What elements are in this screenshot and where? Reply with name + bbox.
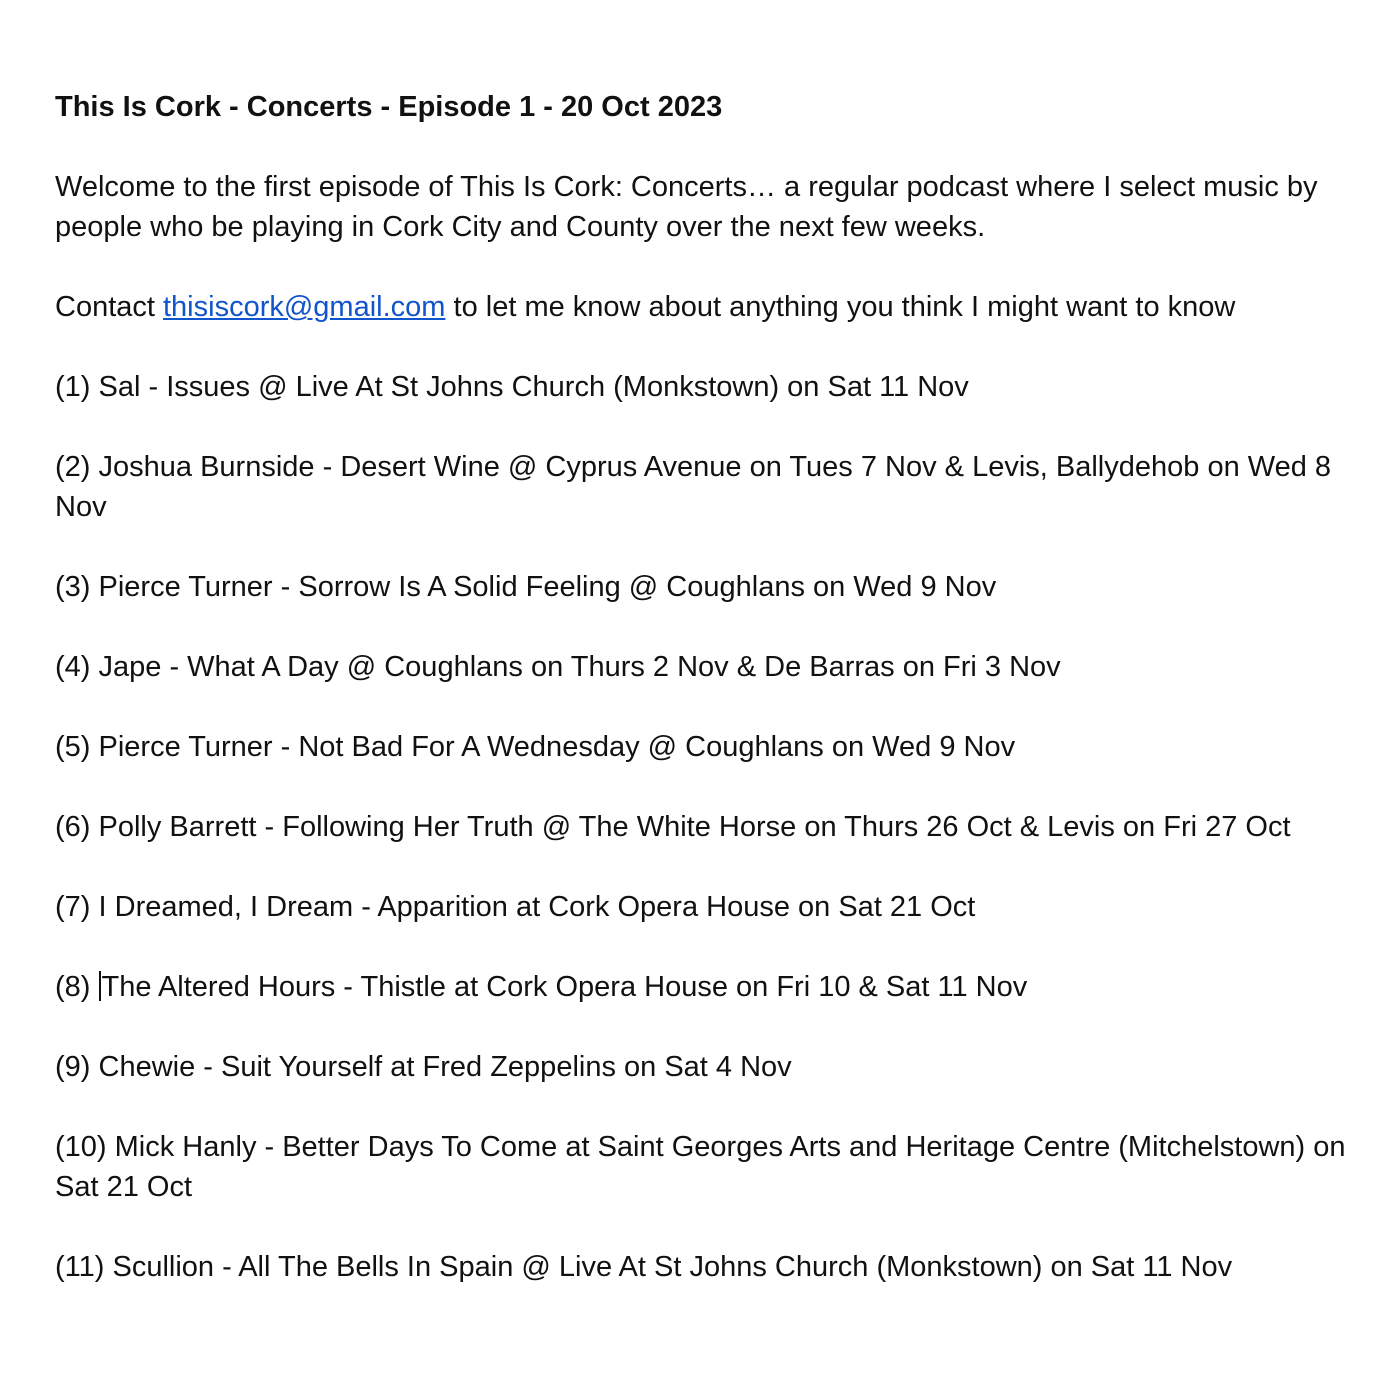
- contact-paragraph: [55, 287, 1350, 327]
- track-item: [55, 727, 1350, 767]
- track-item: [55, 447, 1350, 527]
- track-text: Jape - What A Day @ Coughlans on Thurs 2 Nov & De Barras on Fri 3 Nov: [98, 651, 1061, 683]
- track-number: (1): [55, 371, 91, 403]
- document-title: This Is Cork - Concerts - Episode 1 - 20 Oct 2023: [55, 91, 723, 123]
- intro-paragraph: Welcome to the first episode of This Is Cork: Concerts… a regular podcast where I select music by people who be playing in Cork City and County over the next few weeks.: [55, 171, 1318, 243]
- contact-suffix: to let me know about anything you think I might want to know: [445, 291, 1236, 323]
- contact-prefix: Contact: [55, 291, 163, 323]
- track-item: [55, 567, 1350, 607]
- track-number: (8): [55, 971, 91, 1003]
- track-number: (10): [55, 1131, 107, 1163]
- track-text: Joshua Burnside - Desert Wine @ Cyprus Avenue on Tues 7 Nov & Levis, Ballydehob on Wed 8 Nov: [55, 451, 1332, 523]
- track-item: [55, 367, 1350, 407]
- track-number: (4): [55, 651, 91, 683]
- track-item: [55, 1247, 1350, 1287]
- track-list: [55, 367, 1350, 1287]
- track-number: (7): [55, 891, 91, 923]
- track-item: [55, 967, 1350, 1007]
- track-number: (3): [55, 571, 91, 603]
- track-number: (9): [55, 1051, 91, 1083]
- track-text: Mick Hanly - Better Days To Come at Saint Georges Arts and Heritage Centre (Mitchelstown) on Sat 21 Oct: [55, 1131, 1346, 1203]
- contact-email-link[interactable]: thisiscork@gmail.com: [163, 291, 446, 323]
- track-text: Pierce Turner - Sorrow Is A Solid Feeling @ Coughlans on Wed 9 Nov: [98, 571, 997, 603]
- track-number: (5): [55, 731, 91, 763]
- track-text: I Dreamed, I Dream - Apparition at Cork Opera House on Sat 21 Oct: [98, 891, 976, 923]
- track-number: (6): [55, 811, 91, 843]
- track-text: The Altered Hours - Thistle at Cork Opera House on Fri 10 & Sat 11 Nov: [101, 971, 1028, 1003]
- track-item: [55, 647, 1350, 687]
- track-text: Scullion - All The Bells In Spain @ Live At St Johns Church (Monkstown) on Sat 11 Nov: [112, 1251, 1233, 1283]
- track-text: Chewie - Suit Yourself at Fred Zeppelins on Sat 4 Nov: [98, 1051, 792, 1083]
- track-text: Sal - Issues @ Live At St Johns Church (Monkstown) on Sat 11 Nov: [98, 371, 969, 403]
- track-number: (11): [55, 1251, 105, 1283]
- track-text: Polly Barrett - Following Her Truth @ The White Horse on Thurs 26 Oct & Levis on Fri 27 Oct: [98, 811, 1291, 843]
- track-number: (2): [55, 451, 91, 483]
- text-cursor: [99, 971, 101, 1001]
- track-item: [55, 1047, 1350, 1087]
- track-text: Pierce Turner - Not Bad For A Wednesday @ Coughlans on Wed 9 Nov: [98, 731, 1016, 763]
- track-item: [55, 887, 1350, 927]
- track-item: [55, 807, 1350, 847]
- document-body[interactable]: [55, 87, 1350, 1327]
- track-item: [55, 1127, 1350, 1207]
